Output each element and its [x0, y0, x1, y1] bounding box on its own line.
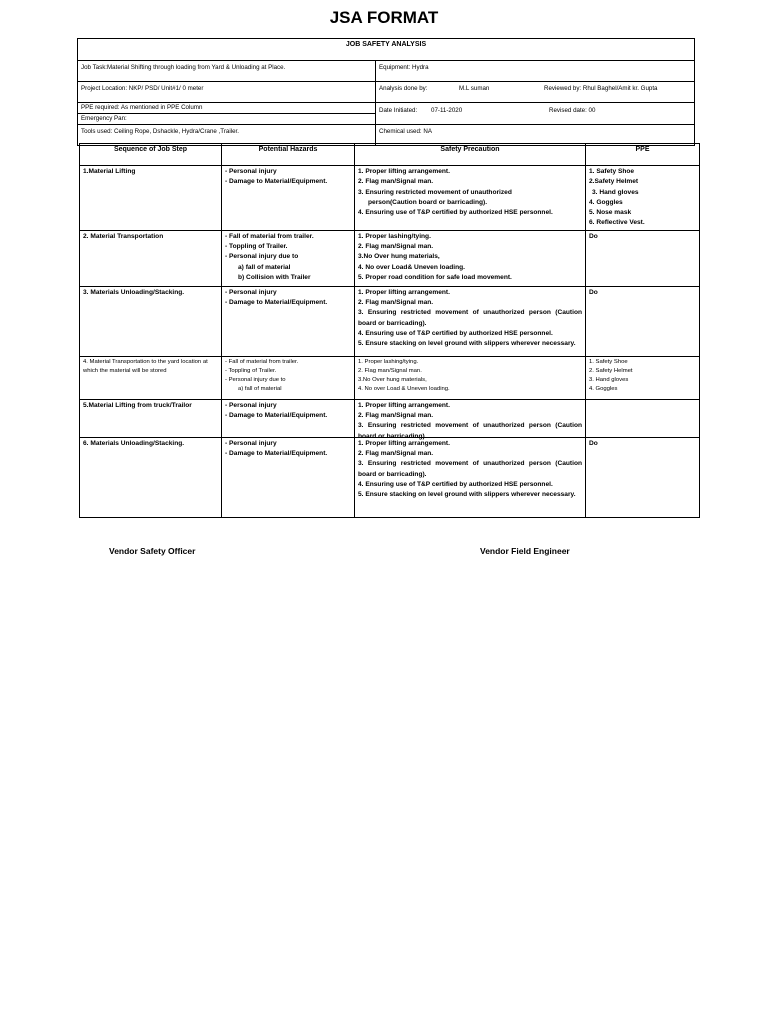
- precautions-cell: [355, 286, 586, 356]
- document-title: JSA FORMAT: [329, 8, 439, 27]
- hazard-item: - Personal injury: [225, 439, 277, 447]
- hazard-item: - Damage to Material/Equipment.: [225, 412, 328, 420]
- ppe-emergency-cell: [78, 103, 376, 125]
- info-heading: JOB SAFETY ANALYSIS: [78, 39, 695, 61]
- job-task: Job Task:Material Shifting through loading from Yard & Unloading at Place.: [78, 61, 376, 82]
- precaution-item: 1. Proper lifting arrangement.: [358, 401, 450, 409]
- chemical-used: Chemical used: NA: [376, 125, 695, 146]
- equipment: Equipment: Hydra: [376, 61, 695, 82]
- precaution-item: 2. Flag man/Signal man.: [358, 450, 434, 458]
- hazard-item: - Toppling of Trailer.: [225, 243, 288, 251]
- hazards-cell: [222, 230, 355, 286]
- hazard-item: - Personal injury: [225, 401, 277, 409]
- vendor-safety-officer-signature: Vendor Safety Officer: [109, 546, 196, 556]
- hazards-cell: [222, 286, 355, 356]
- precaution-item: 1. Proper lifting arrangement.: [358, 439, 450, 447]
- precaution-item: 1. Proper lashing/tying.: [358, 232, 431, 240]
- precautions-cell: [355, 356, 586, 399]
- precaution-item: 3. Ensuring restricted movement of unauthorized person (Caution board or barricading).: [358, 422, 582, 440]
- jsa-header-row: [80, 144, 700, 166]
- precaution-item: 2. Flag man/Signal man.: [358, 243, 434, 251]
- ppe-item: 4. Goggles: [589, 386, 618, 393]
- jsa-table: [79, 143, 700, 518]
- precaution-item: 3.No Over hung materials,: [358, 253, 440, 261]
- ppe-cell: [586, 286, 700, 356]
- ppe-item: Do: [589, 439, 598, 447]
- precautions-cell: [355, 230, 586, 286]
- ppe-item: Do: [589, 232, 598, 240]
- job-step: 6. Materials Unloading/Stacking.: [80, 437, 222, 517]
- precaution-item: 4. No over Load& Uneven loading.: [358, 263, 465, 271]
- ppe-item: 1. Safety Shoe: [589, 168, 635, 175]
- precautions-cell: [355, 399, 586, 440]
- tools-used: Tools used: Ceiling Rope, Dshackle, Hydra/Crane ,Trailer.: [78, 125, 376, 146]
- revised-date: Revised date: 00: [549, 107, 596, 114]
- hazard-item: - Personal injury: [225, 168, 277, 175]
- precaution-item: 1. Proper lifting arrangement.: [358, 168, 450, 175]
- ppe-item: 6. Reflective Vest.: [589, 219, 645, 227]
- precaution-item: 5. Ensure stacking on level ground with slippers wherever necessary.: [358, 340, 576, 348]
- hazard-item: - Fall of material from trailer.: [225, 358, 299, 365]
- hazard-item: - Damage to Material/Equipment.: [225, 450, 328, 458]
- hazard-item: a) fall of material: [238, 386, 282, 393]
- reviewed-by: Reviewed by: Rhul Baghel/Amit kr. Gupta: [544, 85, 658, 92]
- precautions-cell: [355, 437, 586, 517]
- ppe-item: 4. Goggles: [589, 198, 623, 206]
- ppe-cell: [586, 166, 700, 231]
- precaution-item: 3. Ensuring restricted movement of unauthorized person (Caution board or barricading).: [358, 309, 582, 327]
- analysis-done-by-value: M.L suman: [459, 85, 490, 92]
- hazards-cell: [222, 356, 355, 399]
- job-step: 1.Material Lifting: [80, 166, 222, 231]
- precaution-item: 5. Ensure stacking on level ground with slippers wherever necessary.: [358, 491, 576, 499]
- table-row: [80, 399, 700, 437]
- table-row: [80, 166, 700, 231]
- precaution-item: 4. No over Load & Uneven loading.: [358, 386, 450, 393]
- precaution-item: 2. Flag man/Signal man.: [358, 367, 422, 374]
- hazard-item: a) fall of material: [238, 263, 291, 271]
- precaution-item: 3.No Over hung materials,: [358, 377, 427, 384]
- job-step: 2. Material Transportation: [80, 230, 222, 286]
- hazard-item: - Personal injury due to: [225, 377, 286, 384]
- precaution-item: 4. Ensuring use of T&P certified by authorized HSE personnel.: [358, 329, 553, 337]
- precaution-item: person(Caution board or barricading).: [368, 198, 488, 206]
- dates-cell: [376, 103, 695, 125]
- ppe-item: 3. Hand gloves: [592, 188, 639, 196]
- precaution-item: 3. Ensuring restricted movement of unauthorized person (Caution board or barricading).: [358, 460, 582, 478]
- hazard-item: b) Collision with Trailer: [238, 273, 311, 281]
- precaution-item: 3. Ensuring restricted movement of unauthorized: [358, 188, 512, 196]
- column-header-ppe: PPE: [586, 144, 700, 166]
- hazards-cell: [222, 437, 355, 517]
- precaution-item: 2. Flag man/Signal man.: [358, 178, 434, 186]
- project-location: Project Location: NKP/ PSD/ Unit#1/ 0 meter: [78, 82, 376, 103]
- ppe-item: 2.Safety Helmet: [589, 178, 639, 186]
- hazard-item: - Damage to Material/Equipment.: [225, 178, 328, 186]
- table-row: [80, 230, 700, 286]
- date-initiated-label: Date Initiated:: [379, 107, 418, 114]
- ppe-cell: [586, 437, 700, 517]
- date-initiated-value: 07-11-2020: [431, 107, 463, 114]
- precaution-item: 1. Proper lashing/tying.: [358, 358, 419, 365]
- column-header-sequence: Sequence of Job Step: [80, 144, 222, 166]
- ppe-item: 3. Hand gloves: [589, 377, 629, 384]
- ppe-cell: [586, 356, 700, 399]
- precaution-item: 2. Flag man/Signal man.: [358, 299, 434, 307]
- hazard-item: - Personal injury: [225, 288, 277, 296]
- analysis-reviewed-cell: [376, 82, 695, 103]
- table-row: [80, 286, 700, 356]
- hazard-item: - Fall of material from trailer.: [225, 232, 314, 240]
- emergency-plan: Emergency Pan:: [81, 115, 127, 122]
- job-safety-info-table: [77, 38, 695, 146]
- analysis-done-by-label: Analysis done by:: [379, 85, 428, 92]
- hazard-item: - Toppling of Trailer.: [225, 367, 277, 374]
- ppe-item: 1. Safety Shoe: [589, 358, 628, 365]
- hazards-cell: [222, 399, 355, 437]
- precaution-item: 4. Ensuring use of T&P certified by authorized HSE personnel.: [358, 209, 553, 217]
- hazards-cell: [222, 166, 355, 231]
- table-row: [80, 437, 700, 517]
- ppe-item: 2. Safety Helmet: [589, 367, 633, 374]
- job-step: 4. Material Transportation to the yard location at which the material will be stored: [80, 356, 222, 399]
- job-step: 5.Material Lifting from truck/Trailor: [80, 399, 222, 437]
- precaution-item: 4. Ensuring use of T&P certified by authorized HSE personnel.: [358, 480, 553, 488]
- precautions-cell: [355, 166, 586, 231]
- hazard-item: - Damage to Material/Equipment.: [225, 299, 328, 307]
- precaution-item: 5. Proper road condition for safe load movement.: [358, 273, 512, 281]
- column-header-hazards: Potential Hazards: [222, 144, 355, 166]
- vendor-field-engineer-signature: Vendor Field Engineer: [480, 546, 570, 556]
- job-step: 3. Materials Unloading/Stacking.: [80, 286, 222, 356]
- table-row: [80, 356, 700, 399]
- ppe-required: PPE required: As mentioned in PPE Column: [78, 103, 375, 114]
- ppe-item: Do: [589, 288, 598, 296]
- ppe-cell: [586, 399, 700, 437]
- column-header-precaution: Safety Precaution: [355, 144, 586, 166]
- ppe-item: 5. Nose mask: [589, 209, 632, 217]
- hazard-item: - Personal injury due to: [225, 253, 299, 261]
- ppe-cell: [586, 230, 700, 286]
- precaution-item: 2. Flag man/Signal man.: [358, 412, 434, 420]
- precaution-item: 1. Proper lifting arrangement.: [358, 288, 450, 296]
